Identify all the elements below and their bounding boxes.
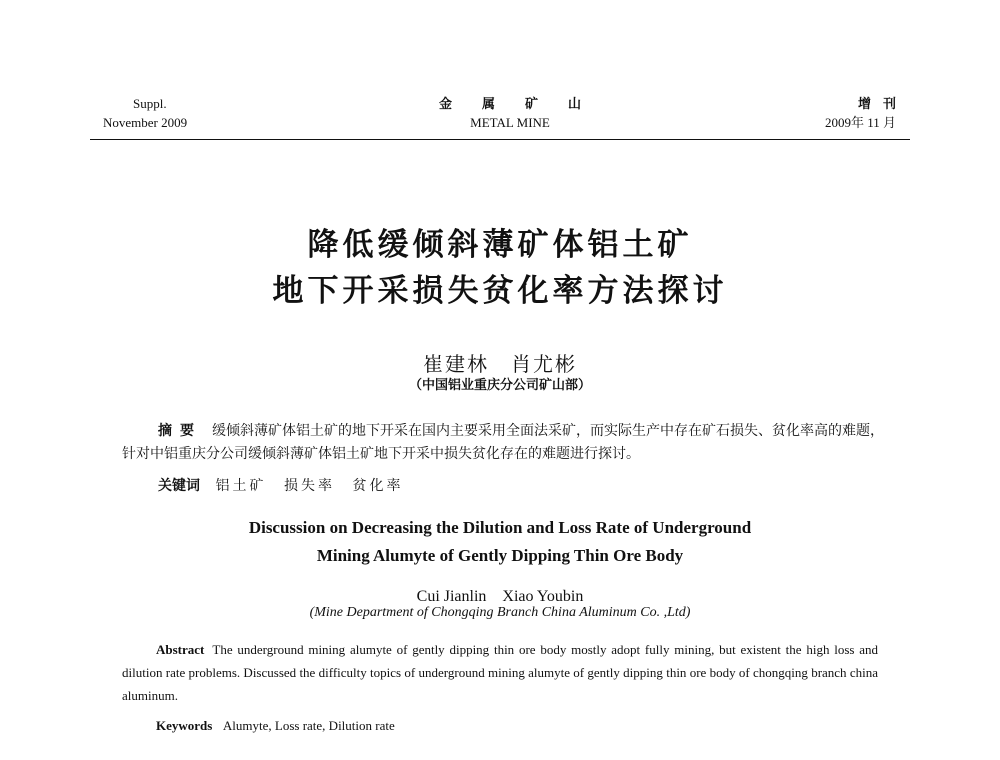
abstract-cn-label: 摘要 [158, 424, 202, 439]
supplement-label-cn: 增刊 [857, 96, 908, 111]
journal-name-cn: 金属矿山 [438, 96, 611, 111]
keywords-en [156, 718, 395, 734]
header-rule [90, 139, 910, 140]
abstract-en-label: Abstract [156, 642, 205, 657]
affiliation-en: (Mine Department of Chongqing Branch China Aluminum Co. ,Ltd) [309, 605, 691, 620]
keyword-cn-item: 铝土矿 [215, 479, 267, 494]
title-en [100, 514, 900, 570]
title-en-line2: Mining Alumyte of Gently Dipping Thin Ore Body [316, 546, 684, 565]
keywords-cn [158, 475, 418, 495]
journal-name-en: METAL MINE [470, 115, 550, 130]
authors-cn: 崔建林 肖尤彬 [423, 354, 577, 376]
keyword-cn-item: 损失率 [284, 479, 335, 494]
issue-date-cn: 2009年 11 月 [824, 115, 896, 130]
title-cn-line1: 降低缓倾斜薄矿体铝土矿 [307, 227, 693, 262]
abstract-en [122, 638, 878, 707]
title-cn-line2: 地下开采损失贫化率方法探讨 [272, 273, 728, 308]
supplement-label: Suppl. [133, 96, 167, 111]
issue-date-en: November 2009 [103, 115, 188, 130]
journal-name [380, 94, 640, 132]
keywords-cn-label: 关键词 [158, 479, 200, 494]
abstract-en-text: The underground mining alumyte of gently dipping thin ore body mostly adopt fully mining, but existent the high loss and dilution rate problems. Discussed the difficulty topics of underground mining alumyte of gently dipping thin ore body of chongqing branch china aluminum. [122, 642, 878, 703]
keywords-en-label: Keywords [156, 718, 213, 733]
abstract-cn-text: 缓倾斜薄矿体铝土矿的地下开采在国内主要采用全面法采矿，而实际生产中存在矿石损失、贫化率高的难题，针对中铝重庆分公司缓倾斜薄矿体铝土矿地下开采中损失贫化存在的难题进行探讨。 [122, 424, 884, 462]
title-en-line1: Discussion on Decreasing the Dilution and Loss Rate of Underground [248, 518, 752, 537]
header-left [103, 94, 187, 132]
authors-en: Cui Jianlin Xiao Youbin [416, 588, 584, 605]
affiliation-cn: （中国铝业重庆分公司矿山部） [408, 377, 591, 392]
header-right [824, 94, 908, 132]
abstract-cn [122, 420, 890, 466]
title-cn [150, 222, 850, 314]
keywords-en-text: Alumyte, Loss rate, Dilution rate [222, 718, 395, 733]
keyword-cn-item: 贫化率 [352, 479, 404, 494]
